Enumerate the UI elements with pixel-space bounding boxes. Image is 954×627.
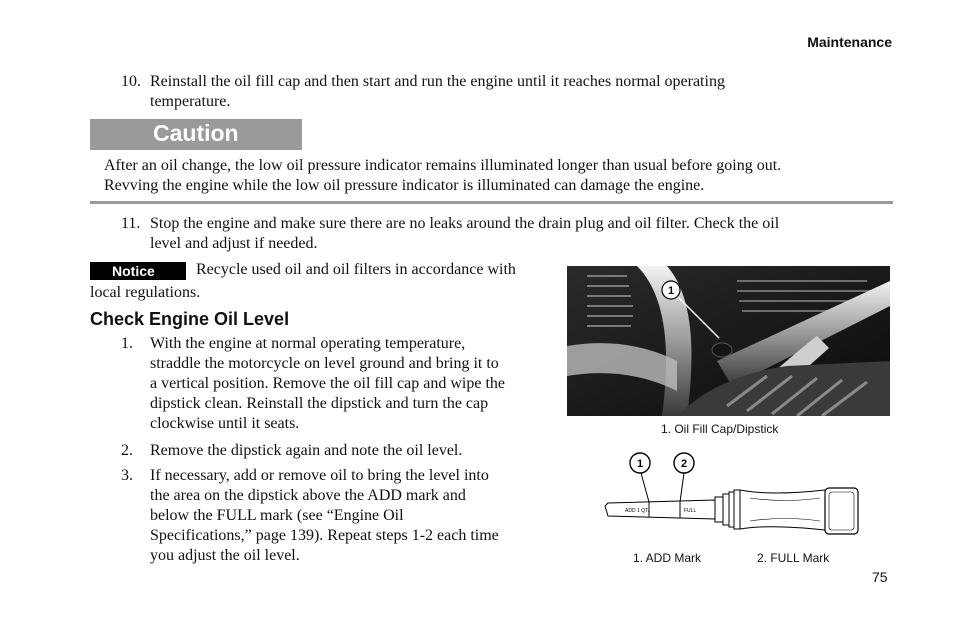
step-10 (121, 72, 881, 112)
notice-label: Notice (112, 263, 155, 279)
step-number: 11. (121, 215, 141, 232)
caution-title: Caution (153, 120, 239, 146)
notice-badge (90, 262, 186, 280)
step-text-line: dipstick clean. Reinstall the dipstick and turn the cap (150, 395, 489, 412)
callout-number: 1 (667, 285, 675, 297)
step-text-line: With the engine at normal operating temperature, (150, 335, 466, 352)
dipstick-diagram (600, 448, 865, 543)
step-number: 2. (121, 442, 133, 459)
notice-text-line: Recycle used oil and oil filters in accordance with (196, 261, 516, 278)
step-text-line: clockwise until it seats. (150, 415, 300, 432)
step-number: 1. (121, 335, 133, 352)
step-text-line: you adjust the oil level. (150, 547, 300, 564)
figure-caption: 1. Oil Fill Cap/Dipstick (661, 422, 779, 436)
step-text-line: a vertical position. Remove the oil fill cap and wipe the (150, 375, 506, 392)
figure-caption: 2. FULL Mark (757, 551, 830, 565)
add-mark-text: ADD 1 QT. (625, 508, 649, 514)
step-text-line: level and adjust if needed. (150, 235, 318, 252)
callout-number: 1 (636, 458, 644, 470)
check-step-1 (121, 334, 561, 434)
notice-text-line: local regulations. (90, 284, 201, 301)
step-text-line: straddle the motorcycle on level ground and bring it to (150, 355, 499, 372)
caution-banner (90, 119, 302, 150)
step-text-line: Remove the dipstick again and note the oil level. (150, 442, 463, 459)
step-text-line: temperature. (150, 93, 231, 110)
oil-fill-cap-photo (567, 266, 890, 416)
step-text-line: Stop the engine and make sure there are no leaks around the drain plug and oil filter. Check the oil (150, 215, 780, 232)
caution-text-line: Revving the engine while the low oil pressure indicator is illuminated can damage the engine. (104, 177, 705, 194)
step-text-line: Specifications,” page 139). Repeat steps 1-2 each time (150, 527, 499, 544)
step-11 (121, 214, 891, 254)
step-text-line: If necessary, add or remove oil to bring the level into (150, 467, 489, 484)
step-text-line: below the FULL mark (see “Engine Oil (150, 507, 404, 524)
check-step-2 (121, 441, 561, 461)
full-mark-text: FULL (684, 508, 697, 514)
step-number: 3. (121, 467, 133, 484)
figure-caption: 1. ADD Mark (633, 551, 702, 565)
step-text-line: Reinstall the oil fill cap and then start and run the engine until it reaches normal operating (150, 73, 725, 90)
step-number: 10. (121, 73, 141, 90)
check-step-3 (121, 466, 561, 566)
step-text-line: the area on the dipstick above the ADD mark and (150, 487, 466, 504)
caution-text-line: After an oil change, the low oil pressure indicator remains illuminated longer than usual before going out. (104, 157, 782, 174)
callout-number: 2 (680, 458, 688, 470)
running-header: Maintenance (807, 34, 892, 50)
caution-divider (90, 201, 893, 204)
section-heading: Check Engine Oil Level (90, 309, 290, 329)
page-number: 75 (872, 569, 888, 585)
